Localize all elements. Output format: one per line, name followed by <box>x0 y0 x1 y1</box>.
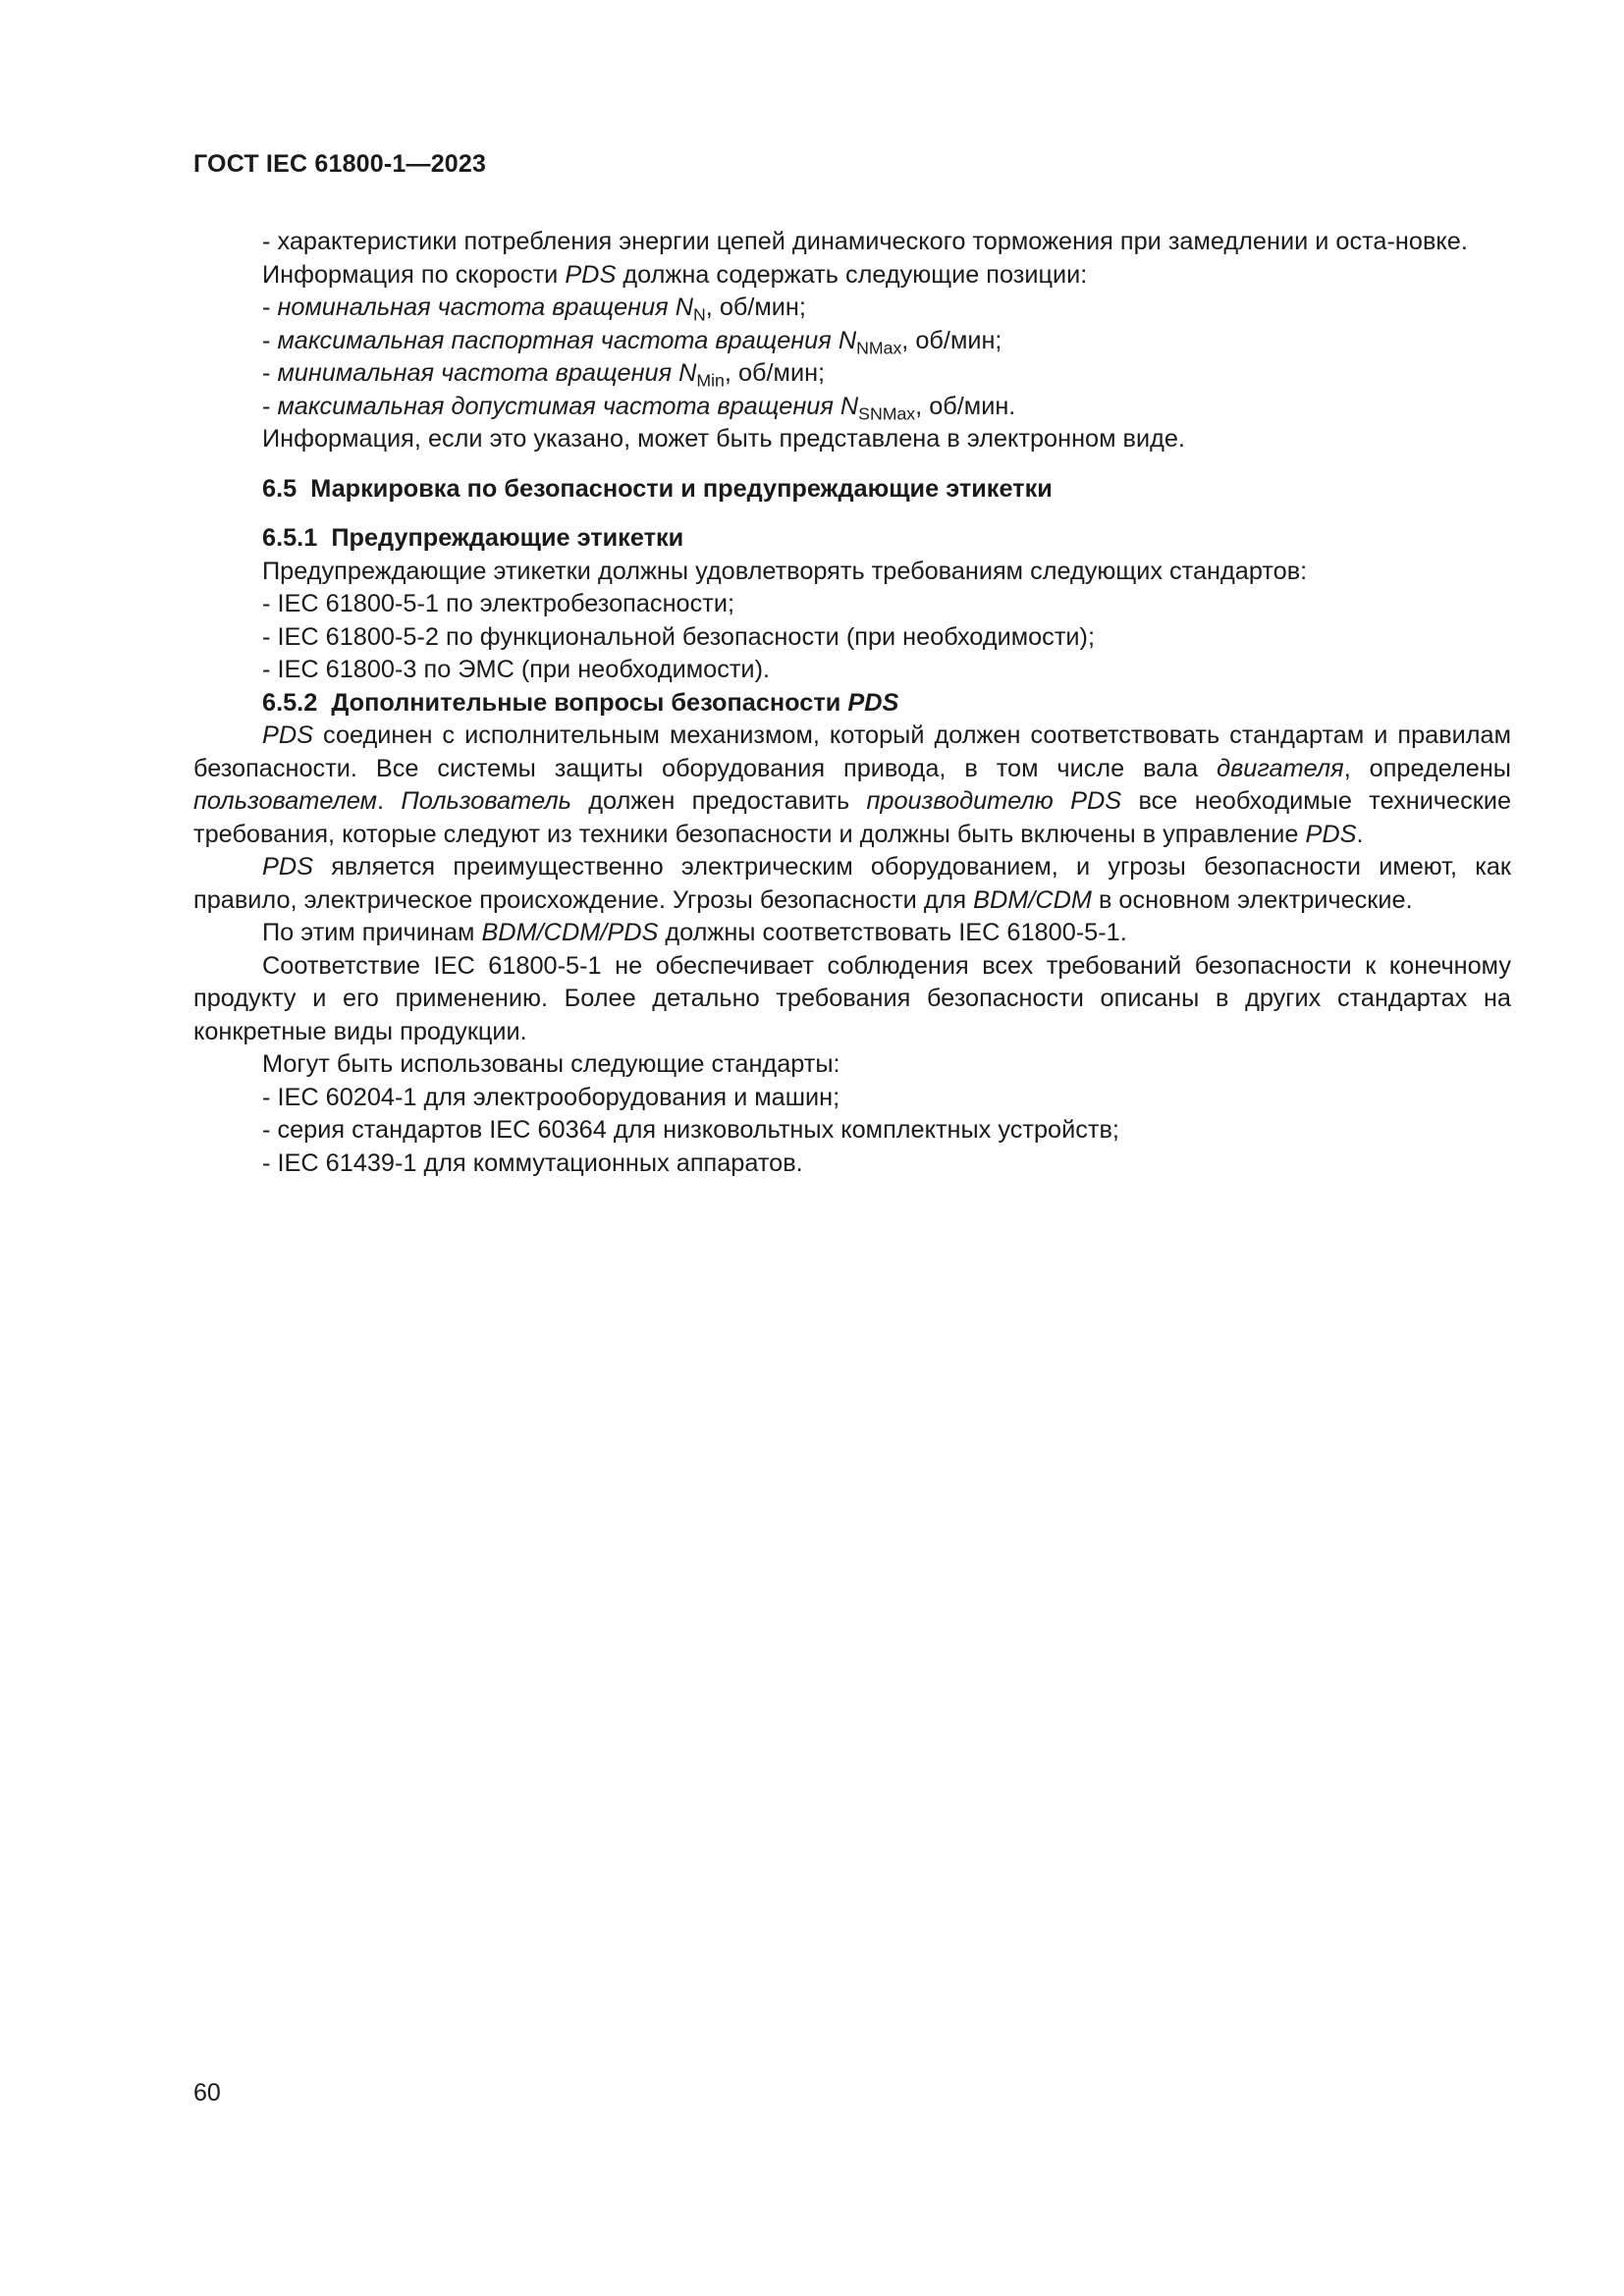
italic-term: двигателя <box>1217 754 1344 782</box>
italic-term: BDM/CDM/PDS <box>481 919 659 946</box>
italic-term: производителю <box>866 787 1054 815</box>
speed-item-subscript: SNMax <box>858 403 916 424</box>
section-6-5-2-number: 6.5.2 <box>262 688 318 717</box>
italic-term: PDS <box>262 721 314 749</box>
italic-term: PDS <box>262 853 314 881</box>
section-6-5-2-title: Дополнительные вопросы безопасности PDS <box>331 688 899 717</box>
section-6-5-title: Маркировка по безопасности и предупреждающие этикетки <box>310 474 1053 503</box>
speed-item-symbol: N <box>838 326 857 354</box>
page-number: 60 <box>193 2079 221 2107</box>
italic-term: PDS <box>565 260 617 289</box>
speed-info-note: Информация, если это указано, может быть представлена в электронном виде. <box>262 425 1185 453</box>
standard-list-item: - IEC 61800-5-2 по функциональной безопасности (при необходимости); <box>262 622 1095 651</box>
standard-list-item: - серия стандартов IEC 60364 для низковольтных комплектных устройств; <box>262 1116 1119 1144</box>
speed-item-label: минимальная частота вращения <box>277 359 673 387</box>
speed-item: - номинальная частота вращения $N_N$, об/мин; <box>262 294 806 325</box>
italic-term: PDS <box>847 688 899 717</box>
section-6-5-1-heading <box>193 522 1511 556</box>
section-6-5-2-heading <box>193 687 1511 721</box>
standard-list-item: - IEC 61800-5-1 по электробезопасности; <box>262 590 735 617</box>
speed-item-label: номинальная частота вращения <box>277 294 669 321</box>
section-6-5-1-intro: Предупреждающие этикетки должны удовлетворять требованиям следующих стандартов: <box>262 557 1308 585</box>
speed-item-label: максимальная паспортная частота вращения <box>277 326 832 354</box>
speed-item-unit: , об/мин; <box>724 359 826 387</box>
section-6-5-heading <box>193 473 1511 507</box>
speed-item-subscript: N <box>692 304 706 325</box>
speed-item-label: максимальная допустимая частота вращения <box>277 392 834 420</box>
speed-item-unit: , об/мин; <box>705 294 806 321</box>
speed-item-unit: , об/мин; <box>901 326 1002 354</box>
speed-item-symbol: N <box>839 392 859 420</box>
speed-item-subscript: Min <box>696 370 725 391</box>
section-6-5-2-paragraph-2: PDS является преимущественно электрическим оборудованием, и угрозы безопасности имеют, как правило, электрическое происхождение. Угрозы безопасности для BDM/CDM в основном электрические. <box>193 853 1511 914</box>
standard-list-item: - IEC 61439-1 для коммутационных аппаратов. <box>262 1148 803 1177</box>
speed-info-intro: Информация по скорости PDS должна содержать следующие позиции: <box>262 260 1088 289</box>
standards-intro: Могут быть использованы следующие стандарты: <box>262 1050 840 1078</box>
section-6-5-2-paragraph-3: По этим причинам BDM/CDM/PDS должны соответствовать IEC 61800-5-1. <box>262 919 1127 946</box>
italic-term: пользователем <box>193 787 377 815</box>
speed-item: - максимальная допустимая частота вращения $N_{SNMax}$, об/мин. <box>262 392 1016 424</box>
standard-list-item: - IEC 60204-1 для электрооборудования и машин; <box>262 1083 840 1111</box>
section-6-5-1-title: Предупреждающие этикетки <box>331 524 684 552</box>
continuation-paragraph <box>193 226 1511 259</box>
section-6-5-2-paragraph-4: Соответствие IEC 61800-5-1 не обеспечивает соблюдения всех требований безопасности к конечному продукту и его применению. Более детально требования безопасности описаны в других стандартах на конкретные виды продукции. <box>193 951 1511 1045</box>
speed-item-symbol: N <box>675 294 693 321</box>
speed-item: - максимальная паспортная частота вращения $N_{NMax}$, об/мин; <box>262 326 1002 358</box>
section-6-5-number: 6.5 <box>262 474 298 503</box>
italic-term: BDM/CDM <box>973 885 1092 914</box>
section-6-5-1-number: 6.5.1 <box>262 524 318 552</box>
section-6-5-2-paragraph-1: PDS соединен с исполнительным механизмом, который должен соответствовать стандартам и правилам безопасности. Все системы защиты оборудования привода, в том числе вала двигателя, определены пользователем. Пользователь должен предоставить производителю PDS все необходимые технические требования, которые следуют из техники безопасности и должны быть включены в управление PDS. <box>193 721 1512 848</box>
standard-list-item: - IEC 61800-3 по ЭМС (при необходимости). <box>262 656 771 683</box>
continuation-text: - характеристики потребления энергии цепей динамического торможения при замедлении и оста-новке. <box>262 228 1468 255</box>
page-content <box>193 226 1511 1180</box>
speed-item: - минимальная частота вращения $N_{Min}$, об/мин; <box>262 359 826 391</box>
italic-term: PDS <box>1070 787 1122 815</box>
speed-item-unit: , об/мин. <box>915 392 1016 420</box>
italic-term: PDS <box>1305 820 1357 848</box>
document-header: ГОСТ IEC 61800-1—2023 <box>193 150 487 178</box>
speed-item-subscript: NMax <box>856 338 902 358</box>
italic-term: Пользователь <box>401 787 571 815</box>
speed-item-symbol: N <box>678 359 697 387</box>
